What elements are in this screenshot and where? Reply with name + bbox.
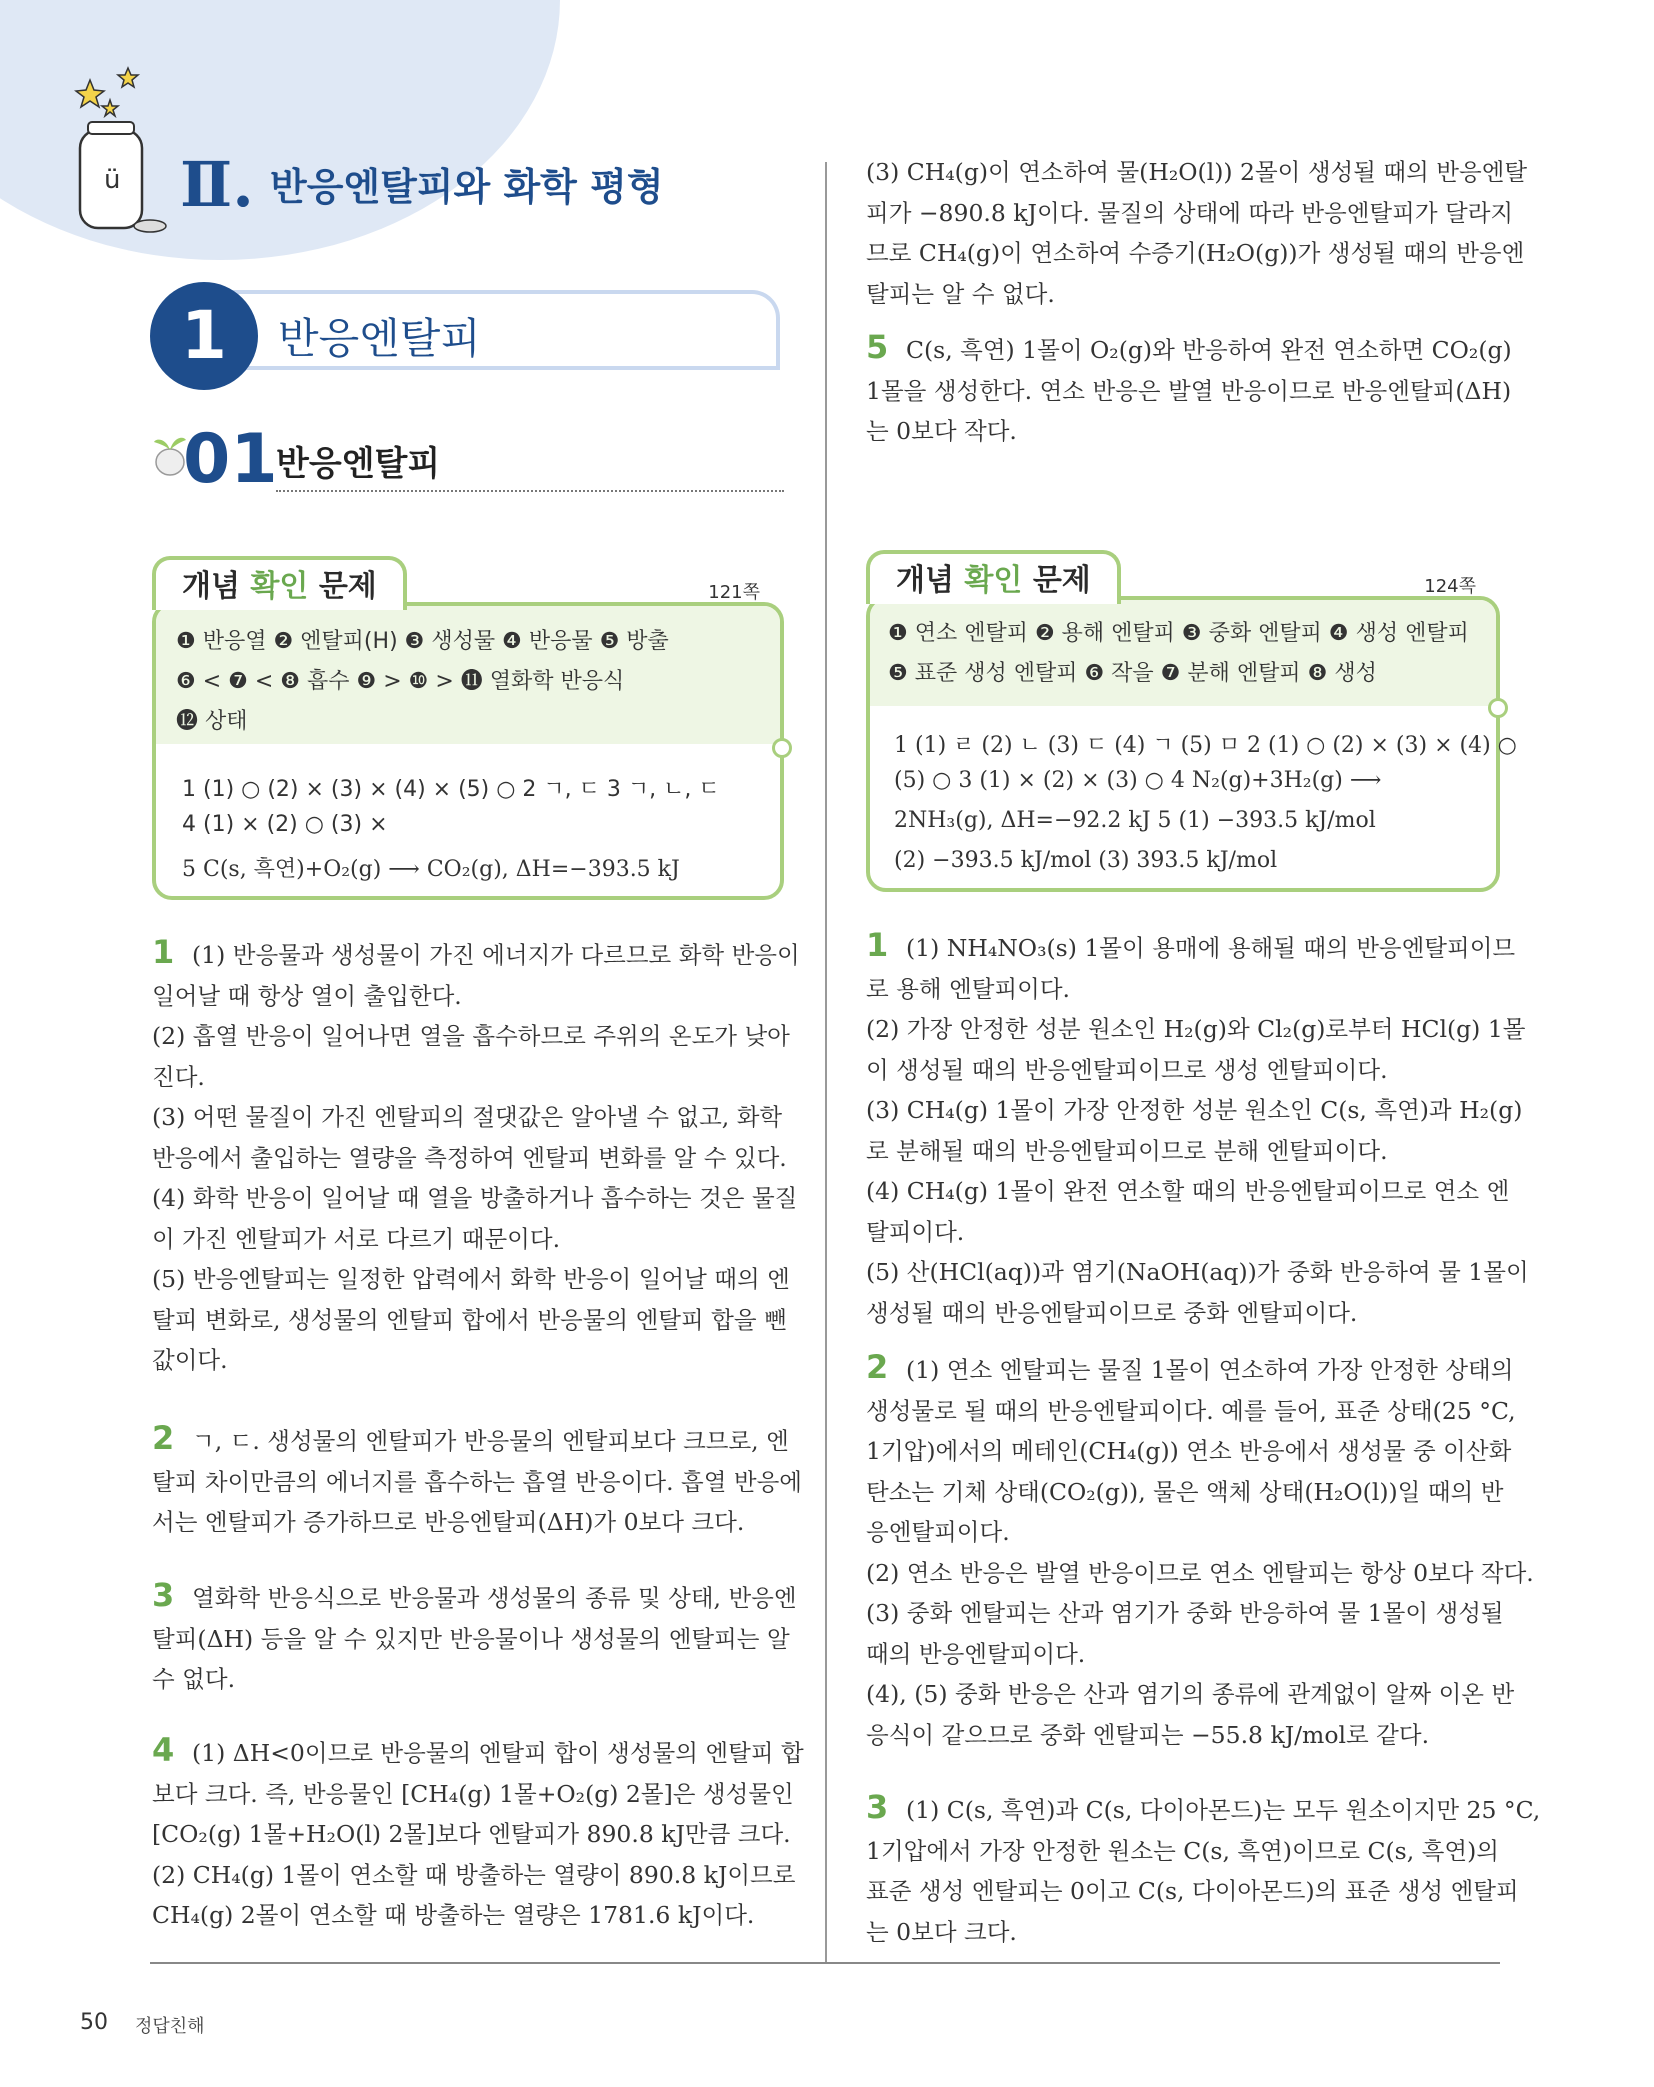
explanation-line: 생성될 때의 반응엔탈피이므로 중화 엔탈피이다. <box>866 1298 1358 1327</box>
concept-line: ❶ 연소 엔탈피 ❷ 용해 엔탈피 ❸ 중화 엔탈피 ❹ 생성 엔탈피 <box>888 621 1469 646</box>
concept-line: ❶ 반응열 ❷ 엔탈피(H) ❸ 생성물 ❹ 반응물 ❺ 방출 <box>176 629 669 654</box>
explanation-line: 진다. <box>152 1062 205 1091</box>
question-number: 5 <box>866 328 889 366</box>
page-reference: 124쪽 <box>1424 576 1476 597</box>
explanation-line: 피가 −890.8 kJ이다. 물질의 상태에 따라 반응엔탈피가 달라지 <box>866 198 1514 227</box>
footer-rule <box>150 1962 1500 1964</box>
explanation-line: 응식이 같으므로 중화 엔탈피는 −55.8 kJ/mol로 같다. <box>866 1720 1430 1749</box>
explanation-line: (4) 화학 반응이 일어날 때 열을 방출하거나 흡수하는 것은 물질 <box>152 1184 798 1212</box>
explanation-line: 는 0보다 작다. <box>866 417 1017 445</box>
explanation-line: (1) C(s, 흑연)과 C(s, 다이아몬드)는 모두 원소이지만 25 °C, <box>906 1796 1541 1824</box>
question-number: 4 <box>152 1731 175 1769</box>
page-reference: 121쪽 <box>708 582 760 603</box>
explanation-line: 탈피이다. <box>866 1217 965 1246</box>
explanation-line: 표준 생성 엔탈피는 0이고 C(s, 다이아몬드)의 표준 생성 엔탈피 <box>866 1877 1519 1905</box>
explanation-line: (5) 반응엔탈피는 일정한 압력에서 화학 반응이 일어날 때의 엔 <box>152 1265 790 1293</box>
page-number: 50 <box>80 2010 108 2035</box>
explanation-line: 탈피(ΔH) 등을 알 수 있지만 반응물이나 생성물의 엔탈피는 알 <box>152 1624 790 1653</box>
box-dot <box>772 738 792 758</box>
section-title: 반응엔탈피 <box>278 314 481 363</box>
explanation-line: ㄱ, ㄷ. 생성물의 엔탈피가 반응물의 엔탈피보다 크므로, 엔 <box>192 1427 789 1455</box>
explanation-line: (3) 어떤 물질이 가진 엔탈피의 절댓값은 알아낼 수 없고, 화학 <box>152 1103 783 1131</box>
explanation-line: 로 분해될 때의 반응엔탈피이므로 분해 엔탈피이다. <box>866 1136 1388 1165</box>
explanation-line: (2) 연소 반응은 발열 반응이므로 연소 엔탈피는 항상 0보다 작다. <box>866 1558 1534 1587</box>
explanation-line: (5) 산(HCl(aq))과 염기(NaOH(aq))가 중화 반응하여 물 1몰이 <box>866 1258 1529 1286</box>
explanation-line: 생성물로 될 때의 반응엔탈피이다. 예를 들어, 표준 상태(25 °C, <box>866 1396 1516 1425</box>
explanation-line: 이 생성될 때의 반응엔탈피이므로 생성 엔탈피이다. <box>866 1055 1388 1084</box>
explanation-line: [CO₂(g) 1몰+H₂O(l) 2몰]보다 엔탈피가 890.8 kJ만큼 크다. <box>152 1820 791 1848</box>
question-number: 3 <box>866 1788 889 1826</box>
chapter-title: 반응엔탈피와 화학 평형 <box>270 165 664 209</box>
explanation-line: 1기압)에서의 메테인(CH₄(g)) 연소 반응에서 생성물 중 이산화 <box>866 1437 1512 1465</box>
box-dot <box>1488 698 1508 718</box>
explanation-line: (1) NH₄NO₃(s) 1몰이 용매에 용해될 때의 반응엔탈피이므 <box>906 934 1516 962</box>
concept-check-tab: 개념 확인 문제 <box>866 550 1121 604</box>
question-number: 2 <box>866 1348 889 1386</box>
answer-line: 1 (1) ㄹ (2) ㄴ (3) ㄷ (4) ㄱ (5) ㅁ 2 (1) ○ (2) × (3) × (4) ○ <box>894 733 1517 758</box>
explanation-line: 열화학 반응식으로 반응물과 생성물의 종류 및 상태, 반응엔 <box>192 1584 797 1612</box>
explanation-line: (1) ΔH<0이므로 반응물의 엔탈피 합이 생성물의 엔탈피 합 <box>192 1739 804 1767</box>
jar-mascot-icon <box>70 60 180 240</box>
explanation-line: (3) 중화 엔탈피는 산과 염기가 중화 반응하여 물 1몰이 생성될 <box>866 1599 1504 1627</box>
subsection-underline <box>276 490 784 492</box>
concept-check-box-left <box>152 569 784 900</box>
explanation-line: (4), (5) 중화 반응은 산과 염기의 종류에 관계없이 알짜 이온 반 <box>866 1680 1515 1708</box>
explanation-line: 1몰을 생성한다. 연소 반응은 발열 반응이므로 반응엔탈피(ΔH) <box>866 376 1512 405</box>
footer-label: 정답친해 <box>135 2016 205 2037</box>
explanation-line: C(s, 흑연) 1몰이 O₂(g)와 반응하여 완전 연소하면 CO₂(g) <box>906 336 1512 364</box>
column-divider <box>825 162 827 1962</box>
svg-text:ü: ü <box>104 165 121 195</box>
concept-check-box-right <box>866 563 1517 892</box>
explanation-line: 탈피 변화로, 생성물의 엔탈피 합에서 반응물의 엔탈피 합을 뺀 <box>152 1305 787 1334</box>
chapter-number: Ⅱ. <box>180 148 254 221</box>
concept-check-tab: 개념 확인 문제 <box>152 556 407 610</box>
concept-line: ❺ 표준 생성 엔탈피 ❻ 작을 ❼ 분해 엔탈피 ❽ 생성 <box>888 661 1377 686</box>
explanation-line: 응엔탈피이다. <box>866 1518 1010 1546</box>
subsection-title: 반응엔탈피 <box>276 444 441 484</box>
explanation-line: 수 없다. <box>152 1665 236 1693</box>
section-number: 1 <box>150 282 258 390</box>
explanation-line: 므로 CH₄(g)이 연소하여 수증기(H₂O(g))가 생성될 때의 반응엔 <box>866 239 1525 267</box>
explanation-line: (1) 연소 엔탈피는 물질 1몰이 연소하여 가장 안정한 상태의 <box>906 1356 1514 1384</box>
explanation-line: 서는 엔탈피가 증가하므로 반응엔탈피(ΔH)가 0보다 크다. <box>152 1508 745 1536</box>
answer-line: 2NH₃(g), ΔH=−92.2 kJ 5 (1) −393.5 kJ/mol <box>894 808 1376 833</box>
explanation-line: 1기압에서 가장 안정한 원소는 C(s, 흑연)이므로 C(s, 흑연)의 <box>866 1836 1499 1865</box>
explanation-line: (3) CH₄(g)이 연소하여 물(H₂O(l)) 2몰이 생성될 때의 반응엔탈 <box>866 158 1528 186</box>
explanation-line: 때의 반응엔탈피이다. <box>866 1639 1086 1668</box>
explanation-line: 값이다. <box>152 1346 228 1374</box>
explanation-line: (1) 반응물과 생성물이 가진 에너지가 다르므로 화학 반응이 <box>192 941 800 969</box>
explanation-line: (2) 가장 안정한 성분 원소인 H₂(g)와 Cl₂(g)로부터 HCl(g) 1몰 <box>866 1015 1526 1043</box>
explanation-line: 일어날 때 항상 열이 출입한다. <box>152 981 462 1010</box>
explanation-line: 반응에서 출입하는 열량을 측정하여 엔탈피 변화를 알 수 있다. <box>152 1143 787 1172</box>
answer-line: 1 (1) ○ (2) × (3) × (4) × (5) ○ 2 ㄱ, ㄷ 3 ㄱ, ㄴ, ㄷ <box>182 777 720 802</box>
concept-line: ❻ < ❼ < ❽ 흡수 ❾ > ❿ > ⓫ 열화학 반응식 <box>176 669 625 694</box>
explanation-line: (2) CH₄(g) 1몰이 연소할 때 방출하는 열량이 890.8 kJ이므로 <box>152 1860 796 1889</box>
explanation-line: (2) 흡열 반응이 일어나면 열을 흡수하므로 주위의 온도가 낮아 <box>152 1022 790 1050</box>
answer-line: (2) −393.5 kJ/mol (3) 393.5 kJ/mol <box>894 848 1278 873</box>
explanation-line: (3) CH₄(g) 1몰이 가장 안정한 성분 원소인 C(s, 흑연)과 H₂(g) <box>866 1096 1523 1124</box>
concept-line: ⓬ 상태 <box>176 709 248 734</box>
question-number: 2 <box>152 1419 175 1457</box>
answer-line: 4 (1) × (2) ○ (3) × <box>182 812 388 837</box>
explanation-line: 로 용해 엔탈피이다. <box>866 974 1071 1003</box>
explanation-line: 보다 크다. 즉, 반응물인 [CH₄(g) 1몰+O₂(g) 2몰]은 생성물인 <box>152 1779 794 1808</box>
subsection-number: 01 <box>183 420 278 499</box>
explanation-line: (4) CH₄(g) 1몰이 완전 연소할 때의 반응엔탈피이므로 연소 엔 <box>866 1177 1510 1205</box>
question-number: 1 <box>152 933 175 971</box>
question-number: 3 <box>152 1576 175 1614</box>
explanation-line: 탈피 차이만큼의 에너지를 흡수하는 흡열 반응이다. 흡열 반응에 <box>152 1467 802 1496</box>
answer-line: 5 C(s, 흑연)+O₂(g) ⟶ CO₂(g), ΔH=−393.5 kJ <box>182 857 680 882</box>
question-number: 1 <box>866 926 889 964</box>
explanation-line: 탈피는 알 수 없다. <box>866 279 1055 308</box>
explanation-line: 이 가진 엔탈피가 서로 다르기 때문이다. <box>152 1224 561 1253</box>
answer-line: (5) ○ 3 (1) × (2) × (3) ○ 4 N₂(g)+3H₂(g) ⟶ <box>894 768 1382 793</box>
explanation-line: 는 0보다 크다. <box>866 1917 1017 1946</box>
explanation-line: 탄소는 기체 상태(CO₂(g)), 물은 액체 상태(H₂O(l))일 때의 반 <box>866 1477 1504 1506</box>
explanation-line: CH₄(g) 2몰이 연소할 때 방출하는 열량은 1781.6 kJ이다. <box>152 1901 755 1929</box>
